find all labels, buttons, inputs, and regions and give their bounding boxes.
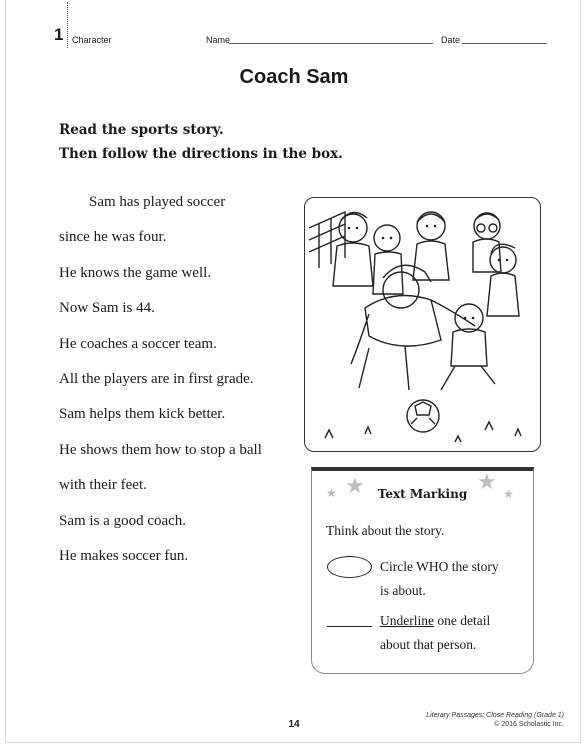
- text-marking-intro: Think about the story.: [326, 523, 445, 538]
- star-icon: ★: [477, 469, 497, 494]
- footer-credit: [426, 711, 564, 729]
- story-line: Sam is a good coach.: [59, 512, 187, 529]
- story-line: since he was four.: [59, 229, 167, 246]
- lesson-number: 1: [54, 25, 64, 44]
- underline-blank-line: [327, 626, 372, 627]
- page-number: 14: [288, 719, 300, 730]
- underline-instruction-line: [380, 609, 490, 633]
- skill-label: Character: [72, 35, 112, 45]
- directions: [59, 118, 343, 166]
- circle-instruction: [380, 555, 499, 603]
- name-label: Name: [206, 35, 231, 45]
- name-field-line[interactable]: [229, 43, 433, 44]
- story-line: He makes soccer fun.: [59, 547, 189, 564]
- underline-rest: one detail: [433, 613, 491, 628]
- story-line: All the players are in first grade.: [59, 370, 254, 387]
- story-line: Sam has played soccer: [89, 194, 226, 210]
- story-line: He shows them how to stop a ball: [59, 441, 262, 458]
- story-line: He knows the game well.: [59, 264, 212, 281]
- text-marking-title: Text Marking: [377, 487, 468, 501]
- date-field-line[interactable]: [462, 43, 547, 44]
- coach-and-kids-soccer-illustration-icon: [305, 198, 541, 452]
- text-marking-box: [311, 467, 534, 674]
- date-label: Date: [441, 35, 461, 45]
- underline-instruction: [380, 609, 490, 657]
- story-line: Sam helps them kick better.: [59, 406, 226, 423]
- story-line: with their feet.: [59, 477, 147, 494]
- circle-instruction-line: Circle WHO the story: [380, 559, 499, 574]
- story-text: [59, 190, 262, 579]
- star-icon: ★: [503, 487, 514, 501]
- star-icon: ★: [345, 473, 365, 498]
- soccer-team-illustration: [304, 197, 541, 452]
- underline-word: Underline: [380, 613, 434, 628]
- page-title: Coach Sam: [239, 66, 349, 88]
- dotted-divider: [67, 2, 68, 48]
- story-line: Now Sam is 44.: [59, 300, 155, 317]
- circle-instruction-line: is about.: [380, 583, 426, 598]
- underline-instruction-line: about that person.: [380, 637, 477, 652]
- directions-line: Then follow the directions in the box.: [59, 146, 343, 162]
- story-line: He coaches a soccer team.: [59, 335, 217, 352]
- star-icon: ★: [326, 486, 337, 500]
- copyright: © 2016 Scholastic Inc.: [494, 721, 564, 728]
- directions-line: Read the sports story.: [59, 122, 224, 138]
- book-title: Literary Passages: Close Reading (Grade 1): [426, 712, 564, 719]
- circle-oval-icon: [327, 556, 372, 578]
